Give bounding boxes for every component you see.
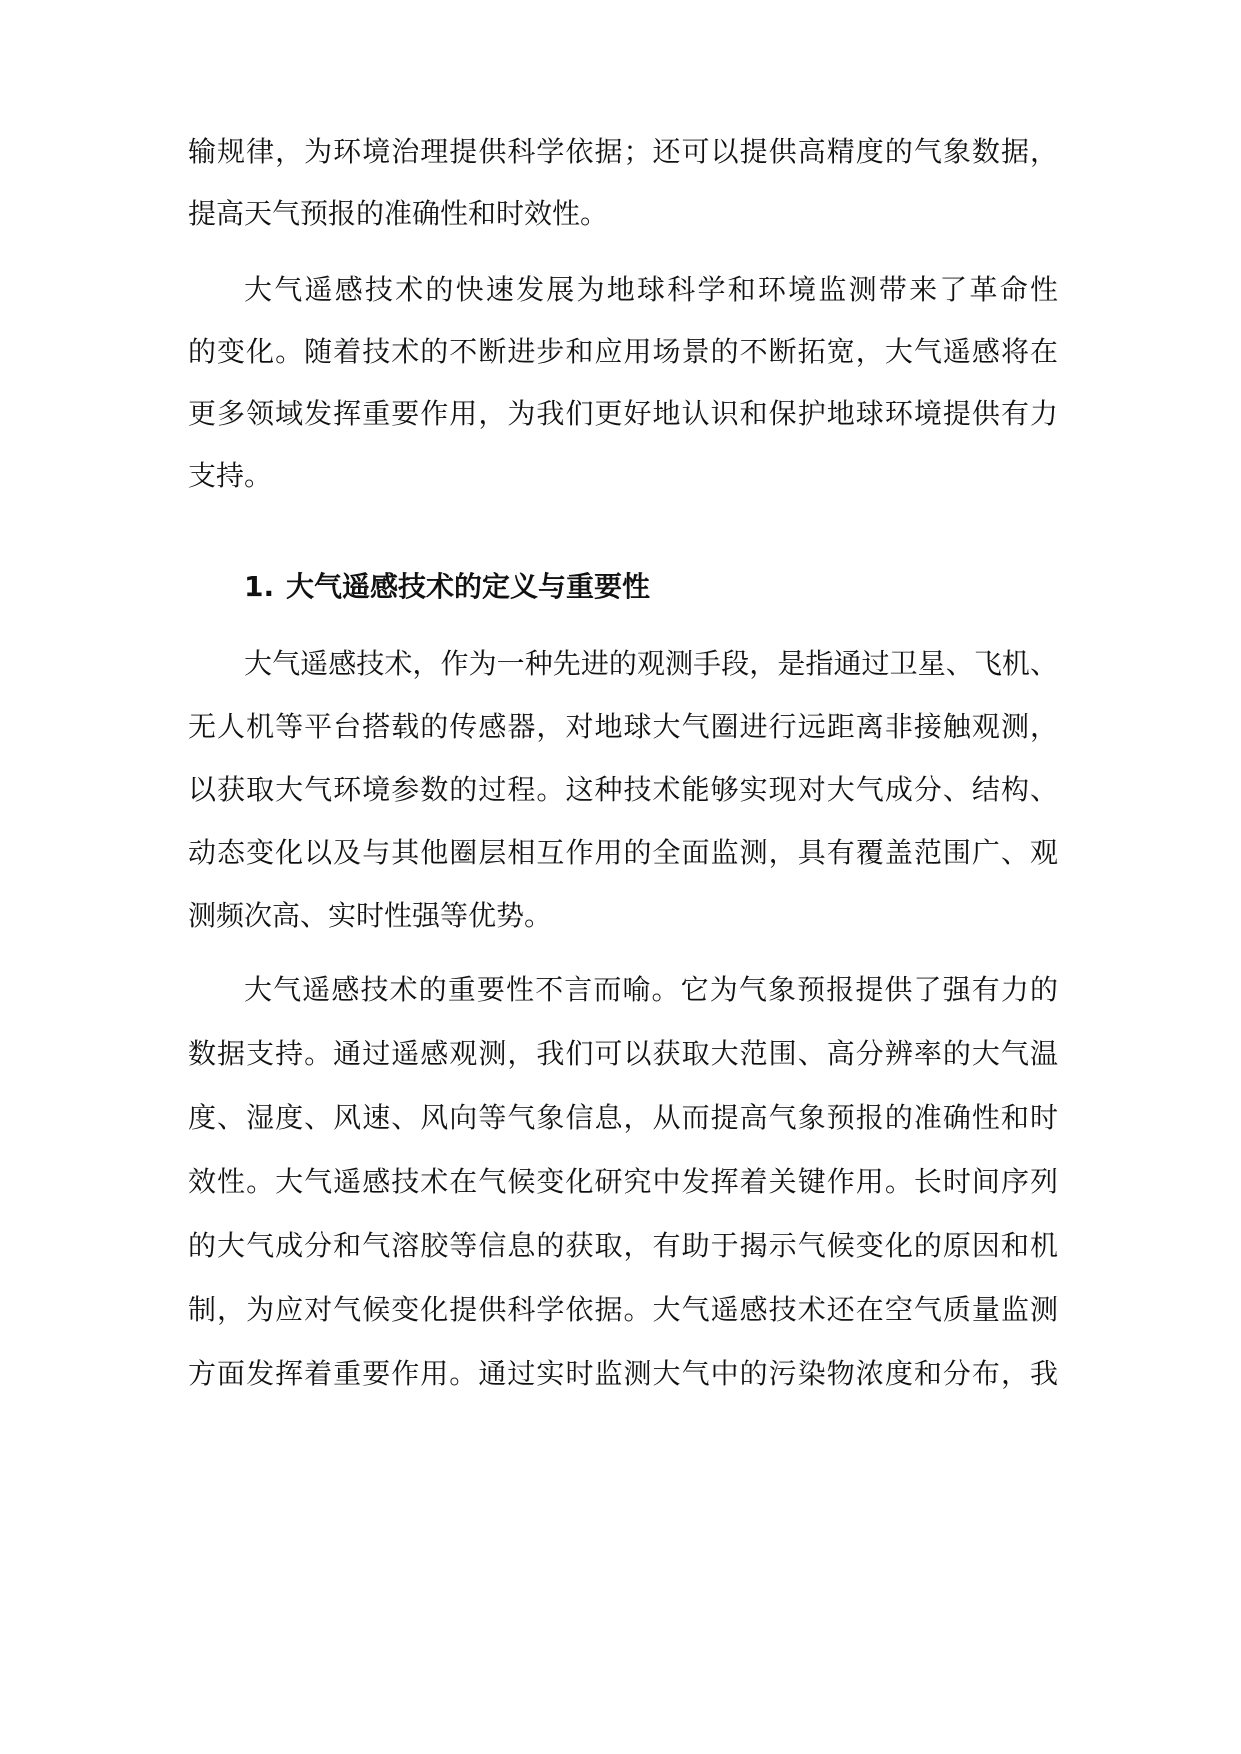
paragraph-4-line-3: 度、湿度、风速、风向等气象信息，从而提高气象预报的准确性和时 <box>188 1101 1058 1134</box>
paragraph-2-line-1: 大气遥感技术的快速发展为地球科学和环境监测带来了革命性 <box>244 273 1058 306</box>
paragraph-3-line-2: 无人机等平台搭载的传感器，对地球大气圈进行远距离非接触观测， <box>188 710 1058 743</box>
paragraph-2-line-3: 更多领域发挥重要作用，为我们更好地认识和保护地球环境提供有力 <box>188 397 1058 430</box>
paragraph-3-line-4: 动态变化以及与其他圈层相互作用的全面监测，具有覆盖范围广、观 <box>188 836 1058 869</box>
paragraph-1-line-1: 输规律，为环境治理提供科学依据；还可以提供高精度的气象数据， <box>188 135 1058 168</box>
paragraph-3-line-1: 大气遥感技术，作为一种先进的观测手段，是指通过卫星、飞机、 <box>244 647 1058 680</box>
paragraph-4-line-1: 大气遥感技术的重要性不言而喻。它为气象预报提供了强有力的 <box>244 973 1058 1006</box>
paragraph-1-line-2: 提高天气预报的准确性和时效性。 <box>188 197 609 230</box>
paragraph-2-line-2: 的变化。随着技术的不断进步和应用场景的不断拓宽，大气遥感将在 <box>188 335 1058 368</box>
paragraph-4-line-4: 效性。大气遥感技术在气候变化研究中发挥着关键作用。长时间序列 <box>188 1165 1058 1198</box>
paragraph-4-line-7: 方面发挥着重要作用。通过实时监测大气中的污染物浓度和分布，我 <box>188 1357 1058 1390</box>
section-number: 1. <box>244 570 275 603</box>
paragraph-4-line-5: 的大气成分和气溶胶等信息的获取，有助于揭示气候变化的原因和机 <box>188 1229 1058 1262</box>
paragraph-4-line-6: 制，为应对气候变化提供科学依据。大气遥感技术还在空气质量监测 <box>188 1293 1058 1326</box>
section-heading <box>244 563 650 611</box>
paragraph-4-line-2: 数据支持。通过遥感观测，我们可以获取大范围、高分辨率的大气温 <box>188 1037 1058 1070</box>
paragraph-3-line-3: 以获取大气环境参数的过程。这种技术能够实现对大气成分、结构、 <box>188 773 1058 806</box>
paragraph-2-line-4: 支持。 <box>188 459 273 492</box>
paragraph-3-line-5: 测频次高、实时性强等优势。 <box>188 899 553 932</box>
section-title: 大气遥感技术的定义与重要性 <box>286 570 651 603</box>
